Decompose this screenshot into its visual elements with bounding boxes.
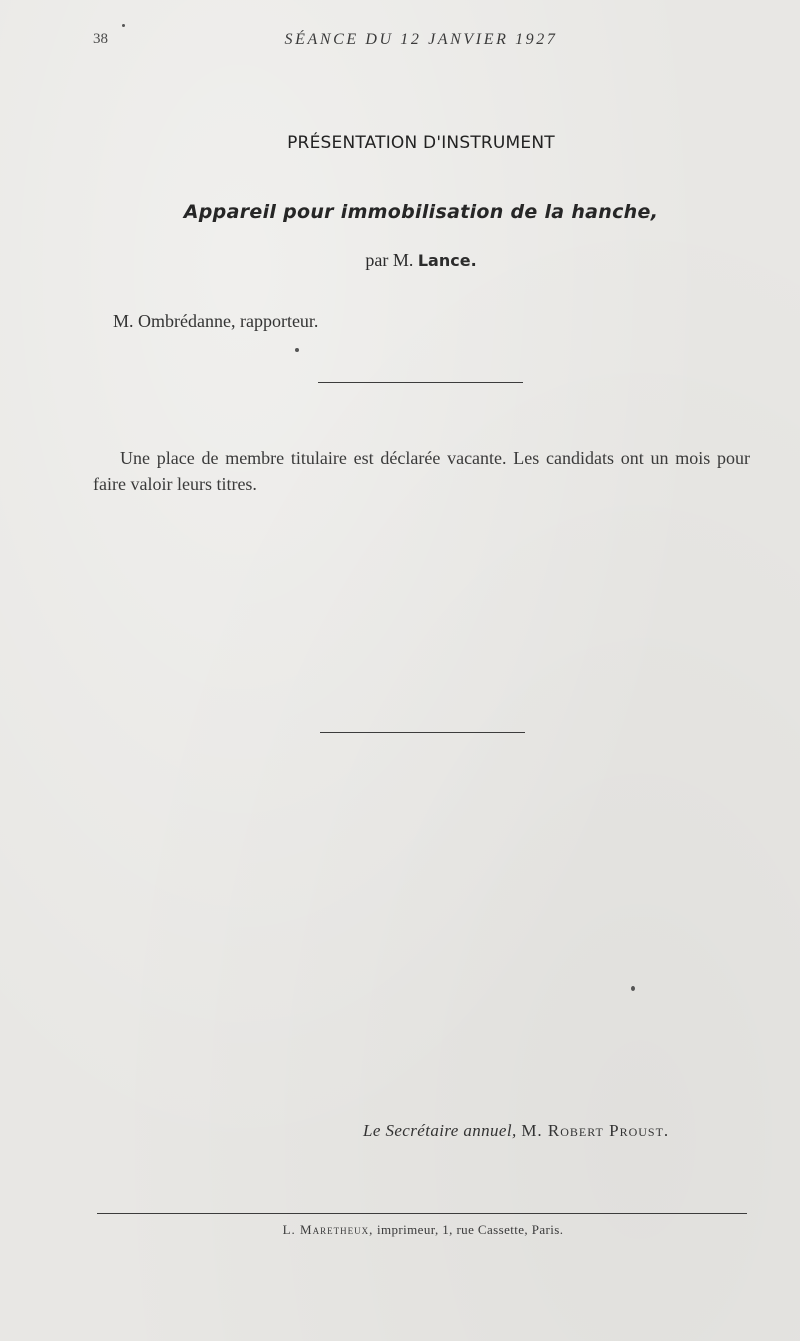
paper-speck xyxy=(122,24,125,27)
byline xyxy=(0,250,800,271)
footer-rule xyxy=(97,1213,747,1214)
section-heading: PRÉSENTATION D'INSTRUMENT xyxy=(287,133,555,153)
rapporteur-line: M. Ombrédanne, rapporteur. xyxy=(113,311,319,331)
byline-prefix: par M. xyxy=(365,250,414,270)
running-head: SÉANCE DU 12 JANVIER 1927 xyxy=(284,31,558,48)
printer-imprint xyxy=(0,1222,800,1238)
page-number: 38 xyxy=(93,31,108,47)
separator-rule xyxy=(320,732,525,733)
signature xyxy=(363,1121,669,1141)
separator-rule xyxy=(318,382,523,383)
printer-address: imprimeur, 1, rue Cassette, Paris. xyxy=(377,1222,564,1237)
paper-speck xyxy=(631,986,635,991)
article-title: Appareil pour immobilisation de la hanche, xyxy=(183,201,659,223)
signature-name: M. Robert Proust. xyxy=(521,1121,670,1140)
paper-speck xyxy=(295,348,299,352)
signature-role: Le Secrétaire annuel, xyxy=(363,1121,517,1140)
announcement-paragraph: Une place de membre titulaire est déclarée vacante. Les candidats ont un mois pour faire valoir leurs titres. xyxy=(93,448,750,494)
printer-name: L. Maretheux, xyxy=(282,1222,374,1237)
author-name: Lance. xyxy=(417,251,477,270)
